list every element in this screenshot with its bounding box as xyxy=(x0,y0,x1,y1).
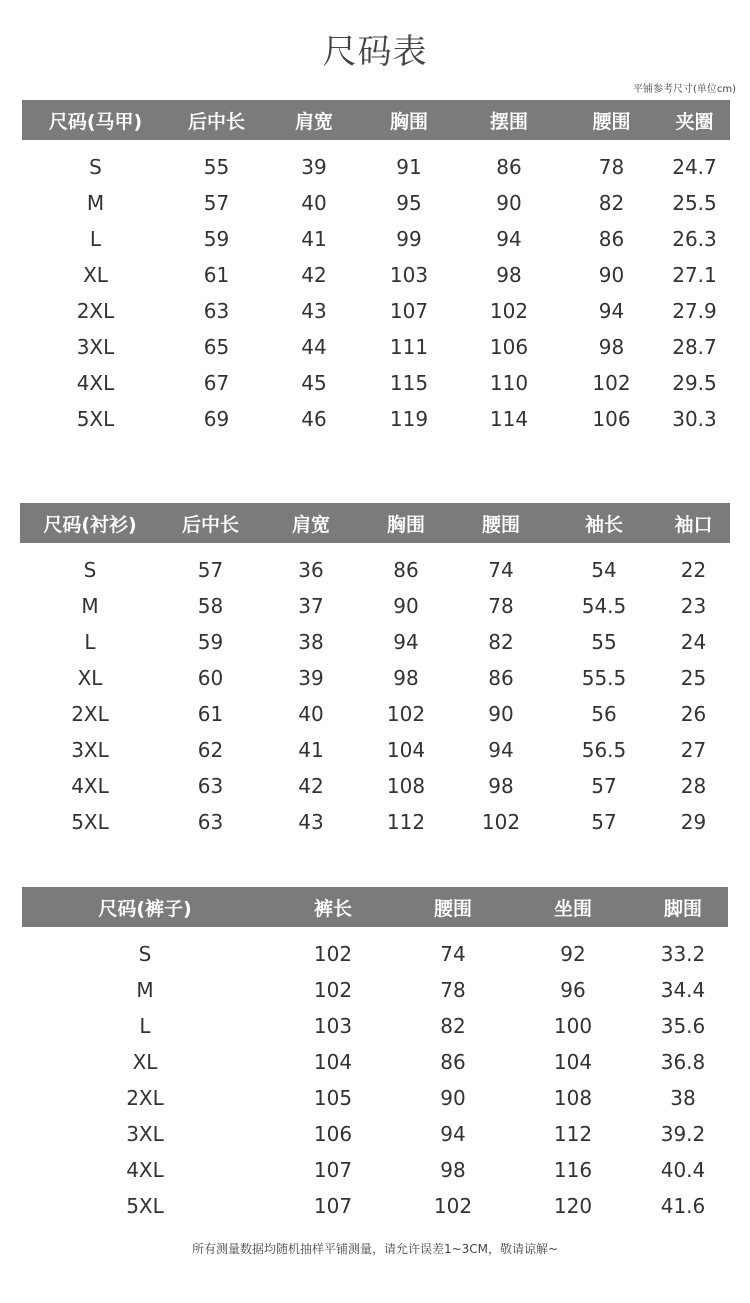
value-cell: 91 xyxy=(396,155,422,179)
value-cell: 94 xyxy=(488,738,514,762)
value-cell: 40 xyxy=(298,702,324,726)
value-cell: 82 xyxy=(598,191,625,215)
value-cell: 43 xyxy=(298,810,324,834)
value-cell: 108 xyxy=(386,774,426,798)
value-cell: 57 xyxy=(203,191,230,215)
value-cell: 112 xyxy=(553,1122,593,1146)
value-cell: 110 xyxy=(489,371,529,395)
value-cell: 67 xyxy=(203,371,230,395)
value-cell: 103 xyxy=(389,263,429,287)
value-cell: 119 xyxy=(389,407,429,431)
vest-size-table xyxy=(22,100,730,437)
value-cell: 34.4 xyxy=(660,978,706,1002)
value-cell: 86 xyxy=(488,666,514,690)
value-cell: 55.5 xyxy=(581,666,627,690)
value-cell: 105 xyxy=(313,1086,353,1110)
value-cell: 74 xyxy=(440,942,466,966)
value-cell: 82 xyxy=(488,630,514,654)
value-cell: 103 xyxy=(313,1014,353,1038)
column-header: 尺码(衬衫) xyxy=(43,513,137,536)
value-cell: 98 xyxy=(393,666,419,690)
size-cell: 5XL xyxy=(76,407,115,431)
value-cell: 86 xyxy=(496,155,522,179)
value-cell: 46 xyxy=(301,407,327,431)
column-header: 肩宽 xyxy=(291,513,330,536)
value-cell: 98 xyxy=(488,774,514,798)
value-cell: 39 xyxy=(298,666,324,690)
column-header: 尺码(裤子) xyxy=(98,897,192,920)
table-row xyxy=(20,732,730,768)
value-cell: 61 xyxy=(197,702,224,726)
size-cell: L xyxy=(139,1014,151,1038)
value-cell: 23 xyxy=(680,594,707,618)
value-cell: 42 xyxy=(298,774,324,798)
value-cell: 90 xyxy=(488,702,514,726)
size-cell: M xyxy=(136,978,154,1002)
value-cell: 98 xyxy=(440,1158,466,1182)
footer-note: 所有测量数据均随机抽样平铺测量，请允许误差1~3CM，敬请谅解~ xyxy=(191,1242,559,1256)
table-row xyxy=(20,588,730,624)
value-cell: 54.5 xyxy=(581,594,627,618)
table-body xyxy=(20,543,730,840)
table-row xyxy=(22,972,728,1008)
table-row xyxy=(20,804,730,840)
value-cell: 55 xyxy=(203,155,230,179)
value-cell: 96 xyxy=(560,978,586,1002)
size-cell: S xyxy=(138,942,152,966)
size-cell: XL xyxy=(132,1050,158,1074)
table-row xyxy=(22,1080,728,1116)
column-header: 后中长 xyxy=(187,110,245,133)
value-cell: 102 xyxy=(313,978,353,1002)
value-cell: 90 xyxy=(393,594,419,618)
column-header: 胸围 xyxy=(389,110,428,133)
table-row xyxy=(22,401,730,437)
size-cell: 4XL xyxy=(126,1158,164,1182)
value-cell: 44 xyxy=(301,335,327,359)
value-cell: 30.3 xyxy=(672,407,717,431)
size-cell: S xyxy=(83,558,97,582)
size-cell: 2XL xyxy=(76,299,115,323)
value-cell: 102 xyxy=(481,810,521,834)
size-cell: 2XL xyxy=(126,1086,164,1110)
column-header: 坐围 xyxy=(553,897,592,920)
value-cell: 57 xyxy=(591,810,617,834)
value-cell: 104 xyxy=(553,1050,593,1074)
table-row xyxy=(22,1116,728,1152)
size-cell: XL xyxy=(83,263,108,287)
value-cell: 39 xyxy=(301,155,327,179)
size-cell: M xyxy=(86,191,105,215)
value-cell: 90 xyxy=(440,1086,466,1110)
value-cell: 56 xyxy=(591,702,617,726)
value-cell: 41 xyxy=(298,738,324,762)
value-cell: 59 xyxy=(197,630,224,654)
value-cell: 41.6 xyxy=(660,1194,706,1218)
column-header: 胸围 xyxy=(386,513,425,536)
value-cell: 24 xyxy=(680,630,707,654)
value-cell: 102 xyxy=(592,371,631,395)
table-row xyxy=(20,624,730,660)
value-cell: 112 xyxy=(386,810,426,834)
value-cell: 36 xyxy=(298,558,324,582)
value-cell: 102 xyxy=(313,942,353,966)
size-cell: 3XL xyxy=(76,335,115,359)
value-cell: 36.8 xyxy=(660,1050,706,1074)
value-cell: 86 xyxy=(440,1050,466,1074)
value-cell: 42 xyxy=(301,263,327,287)
size-cell: 4XL xyxy=(71,774,109,798)
value-cell: 39.2 xyxy=(660,1122,706,1146)
value-cell: 22 xyxy=(680,558,707,582)
value-cell: 59 xyxy=(203,227,230,251)
value-cell: 63 xyxy=(203,299,230,323)
table-row xyxy=(22,1188,728,1224)
value-cell: 114 xyxy=(489,407,529,431)
table-row xyxy=(22,936,728,972)
value-cell: 27 xyxy=(680,738,707,762)
value-cell: 106 xyxy=(592,407,631,431)
value-cell: 86 xyxy=(598,227,625,251)
table-row xyxy=(22,293,730,329)
value-cell: 98 xyxy=(598,335,625,359)
value-cell: 106 xyxy=(313,1122,353,1146)
value-cell: 95 xyxy=(396,191,422,215)
column-header: 腰围 xyxy=(592,110,631,133)
table-row xyxy=(20,552,730,588)
value-cell: 33.2 xyxy=(660,942,706,966)
table-header xyxy=(20,503,730,543)
table-body xyxy=(22,140,730,437)
value-cell: 26.3 xyxy=(672,227,717,251)
column-header: 脚围 xyxy=(663,897,702,920)
value-cell: 82 xyxy=(440,1014,466,1038)
size-cell: L xyxy=(84,630,96,654)
value-cell: 115 xyxy=(389,371,429,395)
size-cell: XL xyxy=(77,666,103,690)
value-cell: 38 xyxy=(670,1086,696,1110)
table-row xyxy=(22,149,730,185)
value-cell: 55 xyxy=(591,630,617,654)
column-header: 裤长 xyxy=(313,897,352,920)
value-cell: 25.5 xyxy=(672,191,717,215)
size-cell: 3XL xyxy=(126,1122,164,1146)
value-cell: 90 xyxy=(496,191,522,215)
table-header xyxy=(22,887,728,927)
value-cell: 57 xyxy=(197,558,224,582)
value-cell: 78 xyxy=(488,594,514,618)
table-row xyxy=(22,365,730,401)
value-cell: 78 xyxy=(598,155,625,179)
value-cell: 27.1 xyxy=(672,263,717,287)
value-cell: 92 xyxy=(560,942,586,966)
value-cell: 65 xyxy=(203,335,230,359)
table-header xyxy=(22,100,730,140)
value-cell: 116 xyxy=(553,1158,593,1182)
value-cell: 40.4 xyxy=(660,1158,706,1182)
shirt-size-table xyxy=(20,503,730,840)
value-cell: 111 xyxy=(389,335,429,359)
pants-size-table xyxy=(22,887,728,1224)
value-cell: 37 xyxy=(298,594,324,618)
value-cell: 86 xyxy=(393,558,419,582)
value-cell: 107 xyxy=(313,1158,353,1182)
column-header: 袖口 xyxy=(674,513,713,536)
value-cell: 29.5 xyxy=(672,371,717,395)
value-cell: 54 xyxy=(591,558,617,582)
value-cell: 69 xyxy=(203,407,230,431)
size-cell: 5XL xyxy=(71,810,109,834)
value-cell: 28.7 xyxy=(672,335,717,359)
value-cell: 29 xyxy=(680,810,707,834)
table-row xyxy=(22,257,730,293)
value-cell: 90 xyxy=(598,263,625,287)
value-cell: 107 xyxy=(313,1194,353,1218)
table-row xyxy=(22,1008,728,1044)
value-cell: 62 xyxy=(197,738,224,762)
value-cell: 94 xyxy=(393,630,419,654)
column-header: 摆围 xyxy=(489,110,528,133)
value-cell: 104 xyxy=(313,1050,353,1074)
size-cell: L xyxy=(89,227,102,251)
column-header: 腰围 xyxy=(433,897,472,920)
value-cell: 106 xyxy=(489,335,529,359)
value-cell: 94 xyxy=(598,299,625,323)
value-cell: 43 xyxy=(301,299,327,323)
value-cell: 28 xyxy=(680,774,707,798)
value-cell: 27.9 xyxy=(672,299,717,323)
size-cell: 5XL xyxy=(126,1194,164,1218)
table-row xyxy=(22,185,730,221)
value-cell: 38 xyxy=(298,630,324,654)
value-cell: 25 xyxy=(680,666,707,690)
value-cell: 35.6 xyxy=(660,1014,706,1038)
value-cell: 98 xyxy=(496,263,522,287)
value-cell: 120 xyxy=(553,1194,593,1218)
value-cell: 102 xyxy=(489,299,529,323)
value-cell: 99 xyxy=(396,227,422,251)
table-row xyxy=(22,329,730,365)
value-cell: 58 xyxy=(197,594,224,618)
table-row xyxy=(22,1044,728,1080)
value-cell: 108 xyxy=(553,1086,593,1110)
value-cell: 56.5 xyxy=(581,738,627,762)
value-cell: 26 xyxy=(680,702,707,726)
value-cell: 40 xyxy=(301,191,327,215)
value-cell: 100 xyxy=(553,1014,593,1038)
column-header: 夹圈 xyxy=(675,110,714,133)
value-cell: 94 xyxy=(440,1122,466,1146)
size-cell: 3XL xyxy=(71,738,109,762)
table-row xyxy=(20,660,730,696)
value-cell: 107 xyxy=(389,299,429,323)
table-row xyxy=(22,221,730,257)
column-header: 尺码(马甲) xyxy=(48,110,143,133)
value-cell: 104 xyxy=(386,738,426,762)
table-body xyxy=(22,927,728,1224)
column-header: 后中长 xyxy=(181,513,239,536)
table-row xyxy=(20,768,730,804)
value-cell: 63 xyxy=(197,774,224,798)
measurement-note: 平铺参考尺寸(单位cm) xyxy=(632,84,736,95)
value-cell: 45 xyxy=(301,371,327,395)
table-row xyxy=(20,696,730,732)
value-cell: 24.7 xyxy=(672,155,717,179)
value-cell: 102 xyxy=(386,702,426,726)
value-cell: 57 xyxy=(591,774,617,798)
value-cell: 63 xyxy=(197,810,224,834)
value-cell: 60 xyxy=(197,666,224,690)
size-cell: 4XL xyxy=(76,371,115,395)
value-cell: 78 xyxy=(440,978,466,1002)
column-header: 肩宽 xyxy=(294,110,333,133)
value-cell: 61 xyxy=(203,263,230,287)
column-header: 袖长 xyxy=(584,513,623,536)
size-cell: 2XL xyxy=(71,702,109,726)
value-cell: 41 xyxy=(301,227,327,251)
size-cell: M xyxy=(81,594,99,618)
value-cell: 94 xyxy=(496,227,522,251)
page-title: 尺码表 xyxy=(322,32,428,72)
value-cell: 74 xyxy=(488,558,514,582)
size-cell: S xyxy=(89,155,102,179)
column-header: 腰围 xyxy=(481,513,520,536)
value-cell: 102 xyxy=(433,1194,473,1218)
table-row xyxy=(22,1152,728,1188)
